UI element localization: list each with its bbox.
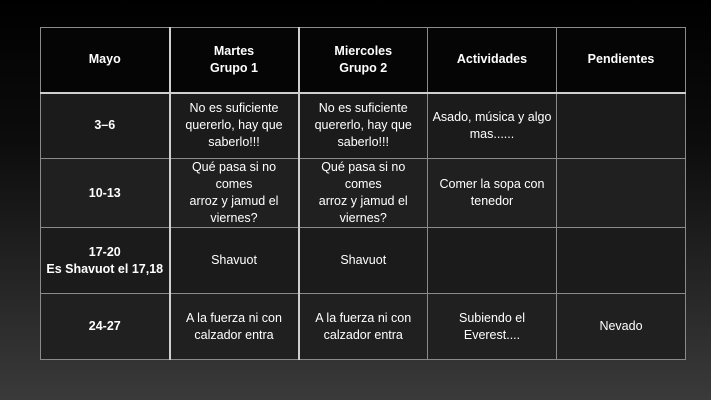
cell-martes: Shavuot (170, 228, 299, 294)
cell-miercoles: A la fuerza ni con calzador entra (299, 294, 428, 360)
table-row (41, 93, 686, 159)
header-martes-grupo-1: Martes Grupo 1 (170, 28, 299, 93)
schedule-table (40, 27, 686, 360)
cell-miercoles: Qué pasa si no comes arroz y jamud el viernes? (299, 159, 428, 228)
cell-actividades (428, 228, 557, 294)
cell-pendientes (557, 228, 686, 294)
cell-mayo: 10-13 (41, 159, 170, 228)
cell-martes: No es suficiente quererlo, hay que saberlo!!! (170, 93, 299, 159)
cell-actividades: Asado, música y algo mas...... (428, 93, 557, 159)
cell-pendientes: Nevado (557, 294, 686, 360)
header-mayo: Mayo (41, 28, 170, 93)
cell-mayo: 17-20 Es Shavuot el 17,18 (41, 228, 170, 294)
header-row (41, 28, 686, 93)
header-pendientes: Pendientes (557, 28, 686, 93)
table-row (41, 228, 686, 294)
cell-martes: Qué pasa si no comes arroz y jamud el viernes? (170, 159, 299, 228)
cell-miercoles: No es suficiente quererlo, hay que saberlo!!! (299, 93, 428, 159)
cell-pendientes (557, 159, 686, 228)
cell-miercoles: Shavuot (299, 228, 428, 294)
table-row (41, 294, 686, 360)
header-actividades: Actividades (428, 28, 557, 93)
table-body (41, 93, 686, 360)
cell-pendientes (557, 93, 686, 159)
cell-actividades: Subiendo el Everest.... (428, 294, 557, 360)
cell-actividades: Comer la sopa con tenedor (428, 159, 557, 228)
table-header (41, 28, 686, 93)
cell-mayo: 3–6 (41, 93, 170, 159)
header-miercoles-grupo-2: Miercoles Grupo 2 (299, 28, 428, 93)
table-row (41, 159, 686, 228)
cell-martes: A la fuerza ni con calzador entra (170, 294, 299, 360)
cell-mayo: 24-27 (41, 294, 170, 360)
